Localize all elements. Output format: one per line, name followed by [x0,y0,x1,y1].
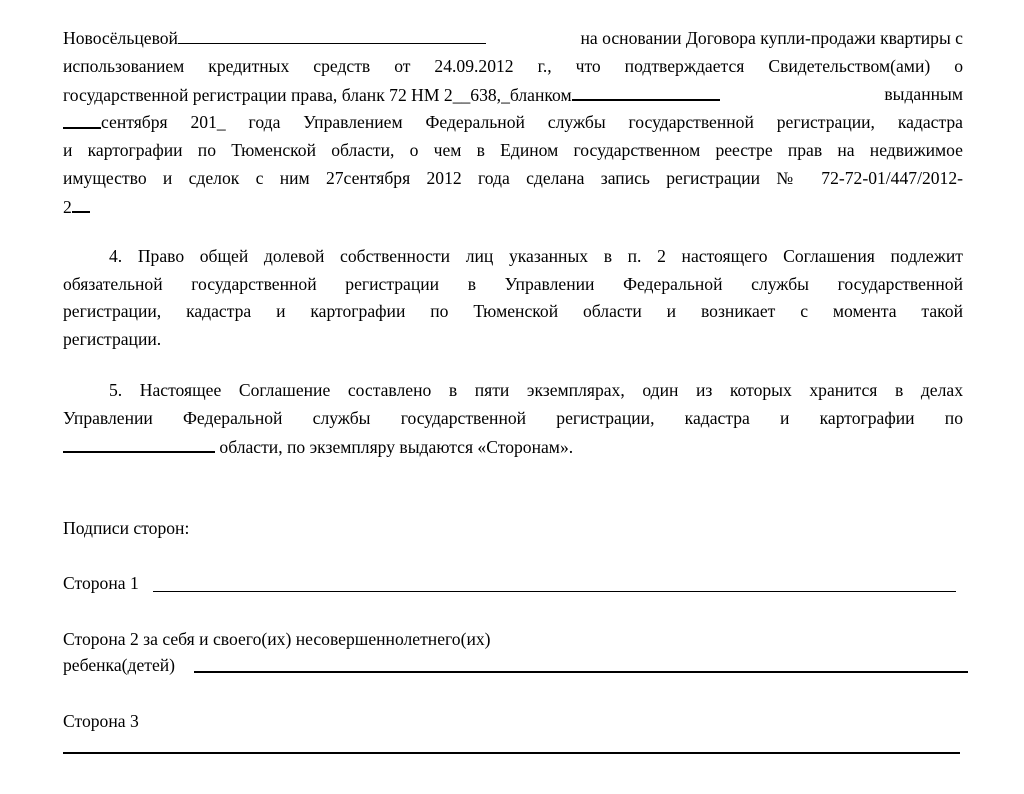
registration-text: государственной регистрации права, бланк 72 НМ 2__638,_бланком [63,85,572,105]
party3-label: Сторона 3 [63,711,139,731]
party1-signature-field[interactable] [153,590,956,592]
para3-line7 [63,192,963,220]
copies-text: области, по экземпляру выдаются «Сторонам». [219,437,574,457]
para3-line2: использованием кредитных средств от 24.09.2012 г., что подтверждается Свидетельством(ами) о [63,56,963,76]
para3-line4 [63,108,963,136]
party2-signature-field[interactable] [194,670,968,673]
issuer-text: сентября 201_ года Управлением Федеральной службы государственной регистрации, кадастра [101,112,963,132]
name-blank[interactable] [178,24,486,44]
name-text: Новосёльцевой [63,28,178,48]
day-blank[interactable] [63,108,101,129]
para4-line4: регистрации. [63,329,162,349]
para3-line6: имущество и сделок с ним 27сентября 2012 года сделана запись регистрации № 72-72-01/447/2012- [63,168,963,188]
signatures-heading: Подписи сторон: [63,518,190,538]
para3-line1 [63,24,963,52]
contract-text: на основании Договора купли-продажи квартиры с [580,28,963,48]
para5-line2: Управлении Федеральной службы государственной регистрации, кадастра и картографии по [63,408,963,428]
para4-line3: регистрации, кадастра и картографии по Тюменской области и возникает с момента такой [63,301,963,321]
para3-line3 [63,80,963,108]
para5-line3 [63,432,963,460]
party1-line [63,569,963,597]
party1-label: Сторона 1 [63,573,139,593]
issued-text: выданным [884,84,963,104]
party3-signature-field[interactable] [63,751,960,754]
party2-label: ребенка(детей) [63,655,176,675]
region-blank[interactable] [63,432,215,453]
para5-line1: 5. Настоящее Соглашение составлено в пяти экземплярах, один из которых хранится в делах [109,380,963,400]
record-suffix-blank[interactable] [72,192,90,213]
para3-line5: и картографии по Тюменской области, о чем в Едином государственном реестре прав на недвижимое [63,140,963,160]
party2-line1: Сторона 2 за себя и своего(их) несовершеннолетнего(их) [63,629,491,649]
record-suffix: 2 [63,197,72,217]
para4-line1: 4. Право общей долевой собственности лиц указанных в п. 2 настоящего Соглашения подлежит [109,246,963,266]
document-page [63,0,963,794]
para4-line2: обязательной государственной регистрации в Управлении Федеральной службы государственной [63,274,963,294]
blank-number-blank[interactable] [572,80,720,101]
party2-line2 [63,651,963,679]
